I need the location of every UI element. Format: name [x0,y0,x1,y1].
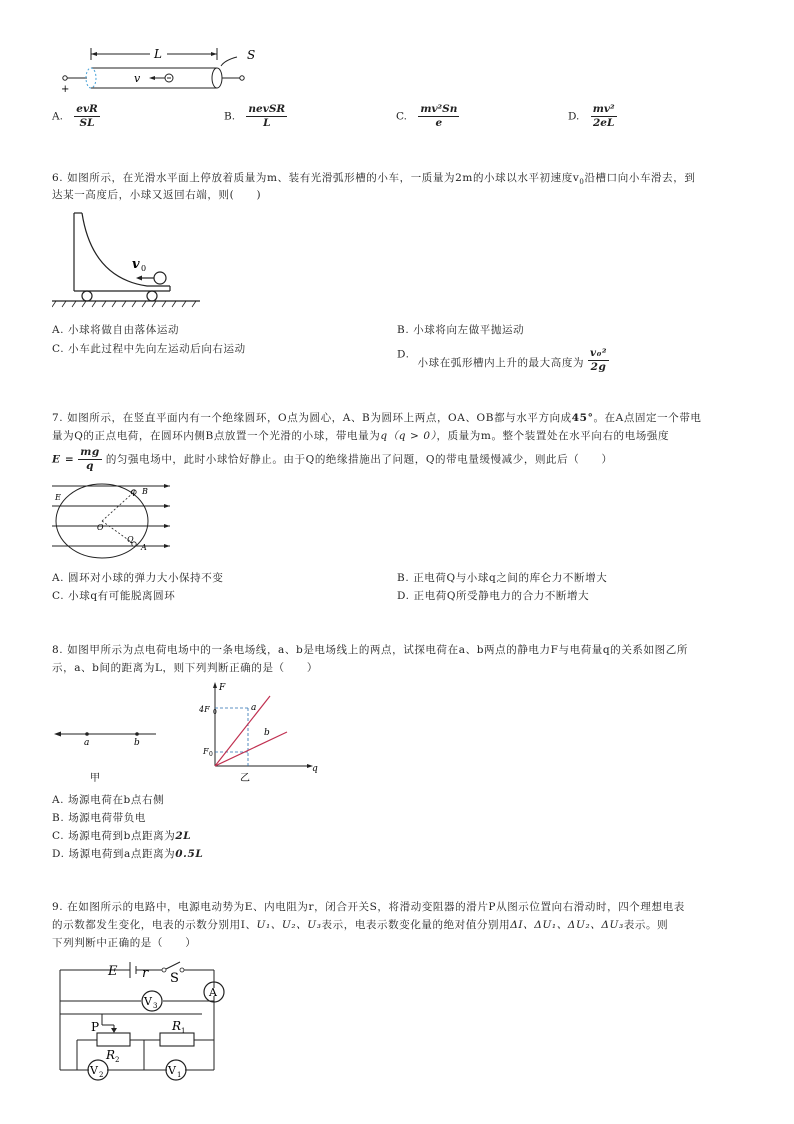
q7-fig-q: q [130,487,136,496]
q5-fig-L: L [154,47,162,61]
q5-c-den: e [435,117,443,129]
q7-fig-O: O [97,523,104,532]
q6-stem-line1: 6. 如图所示，在光滑水平面上停放着质量为m、装有光滑弧形槽的小车，一质量为2m的小球以水平初速度$v_0$沿槽口向小车滑去，到 [52,172,696,187]
q5-option-c[interactable]: C. $\frac{\text{mv²Sn}}{e}$ [396,103,458,129]
q5-b-num: nevSR [248,103,286,115]
q8-fig-a: a [84,738,90,748]
q9-fig-r: r [142,966,149,981]
q6-figure [52,208,202,313]
q8-figure-jia [52,720,162,785]
q6-d-num: v₀² [590,347,608,359]
q8-fig-4F0: 4F [199,705,210,714]
q5-b-den: L [263,117,271,129]
q6-option-d[interactable]: D. 小球在弧形槽内上升的最大高度为 $\frac{\text{v₀²}}{2g}$ [397,347,608,373]
q9-stem-line3: 下列判断中正确的是（ ） [52,937,197,949]
q8-option-b[interactable]: B. 场源电荷带负电 [52,812,146,824]
q5-c-num: mv²Sn [420,103,458,115]
q8-fig-F: F [219,683,226,693]
q9-fig-E: E [108,964,118,979]
q9-fig-R2-sub: 2 [115,1056,120,1064]
q6-option-b[interactable]: B. 小球将向左做平抛运动 [397,324,525,336]
q7-option-c[interactable]: C. 小球q有可能脱离圆环 [52,590,176,602]
q8-fig-yi: 乙 [240,773,250,784]
q9-fig-S: S [170,971,179,986]
q9-fig-V2: V [90,1064,98,1077]
q8-stem-line2: 示，a、b间的距离为L，则下列判断正确的是（ ） [52,662,318,674]
q8-fig-line-a: a [251,703,257,713]
q5-fig-v: v [134,72,141,85]
q8-fig-4F0-sub: 0 [213,709,217,716]
q5-d-den: 2eL [592,117,615,129]
q7-fig-B: B [142,487,148,496]
q7-fig-A: A [141,543,147,552]
q8-option-c[interactable]: C. 场源电荷到b点距离为2L [52,830,192,842]
q8-fig-b: b [134,738,140,748]
q9-fig-R1: R [172,1019,182,1033]
q9-fig-V1-sub: 1 [177,1071,182,1079]
q6-stem-line2: 达某一高度后，小球又返回右端，则( ) [52,189,262,201]
q5-a-num: evR [76,103,98,115]
q9-stem-line1: 9. 在如图所示的电路中，电源电动势为E、内电阻为r，闭合开关S，将滑动变阻器的滑片P从图示位置向右滑动时，四个理想电表 [52,901,685,913]
q5-fig-S: S [247,48,256,62]
q9-fig-V1: V [168,1064,176,1077]
q9-fig-V3: V [144,995,152,1008]
q6-option-c[interactable]: C. 小车此过程中先向左运动后向右运动 [52,343,246,355]
q8-stem-line1: 8. 如图甲所示为点电荷电场中的一条电场线，a、b是电场线上的两点，试探电荷在a、b两点的静电力F与电荷量q的关系如图乙所 [52,644,688,656]
q7-option-b[interactable]: B. 正电荷Q与小球q之间的库仑力不断增大 [397,572,608,584]
q8-fig-q: q [312,764,318,774]
q6-option-a[interactable]: A. 小球将做自由落体运动 [52,324,180,336]
q7-stem-line2: 量为Q的正点电荷，在圆环内侧B点放置一个光滑的小球，带电量为q（q > 0），质量为m。整个装置处在水平向右的电场强度 [52,430,670,442]
q9-fig-R2: R [106,1048,116,1062]
q9-fig-A: A [209,986,217,999]
q9-stem-line2: 的示数都发生变化，电表的示数分别用I、U₁、U₂、U₃表示，电表示数变化量的绝对值分别用ΔI、ΔU₁、ΔU₂、ΔU₃表示。则 [52,919,669,931]
q8-option-a[interactable]: A. 场源电荷在b点右侧 [52,794,165,806]
q7-option-a[interactable]: A. 圆环对小球的弹力大小保持不变 [52,572,224,584]
q7-stem-line1: 7. 如图所示，在竖直平面内有一个绝缘圆环，O点为圆心，A、B为圆环上两点，OA、OB都与水平方向成45°。在A点固定一个带电 [52,412,702,424]
q5-option-a[interactable]: A. $\frac{\text{evR}}{SL}$ [52,103,98,129]
q8-fig-F0: F [203,747,209,756]
q9-fig-V2-sub: 2 [99,1071,104,1079]
q8-fig-line-b: b [264,728,270,738]
q7-option-d[interactable]: D. 正电荷Q所受静电力的合力不断增大 [397,590,590,602]
q6-fig-v0: v [132,257,140,272]
q8-fig-F0-sub: 0 [209,751,213,758]
q9-circuit [52,958,242,1088]
q9-fig-R1-sub: 1 [181,1027,186,1035]
q6-fig-v0-sub: 0 [141,264,147,273]
q8-option-d[interactable]: D. 场源电荷到a点距离为0.5L [52,848,204,860]
q7-figure [52,478,172,563]
q7-stem-line3: E = $\frac{mg}{q}$ 的匀强电场中，此时小球恰好静止。由于Q的绝缘措施出了问题，Q的带电量缓慢减少，则此后（ ） [52,446,613,472]
q5-figure [55,40,270,100]
q8-figure-yi [195,680,325,785]
q9-fig-V3-sub: 3 [153,1002,158,1010]
q5-a-den: SL [79,117,95,129]
q5-fig-plus: + [61,84,70,95]
q8-fig-jia: 甲 [90,773,100,784]
q7-fig-E: E [55,493,61,502]
q9-fig-P: P [91,1020,100,1034]
q7-fig-Q: Q [127,535,134,544]
q5-option-b[interactable]: B. $\frac{\text{nevSR}}{L}$ [224,103,286,129]
q6-d-den: 2g [590,361,607,373]
q5-d-num: mv² [592,103,615,115]
q5-option-d[interactable]: D. $\frac{\text{mv²}}{2eL}$ [568,103,615,129]
